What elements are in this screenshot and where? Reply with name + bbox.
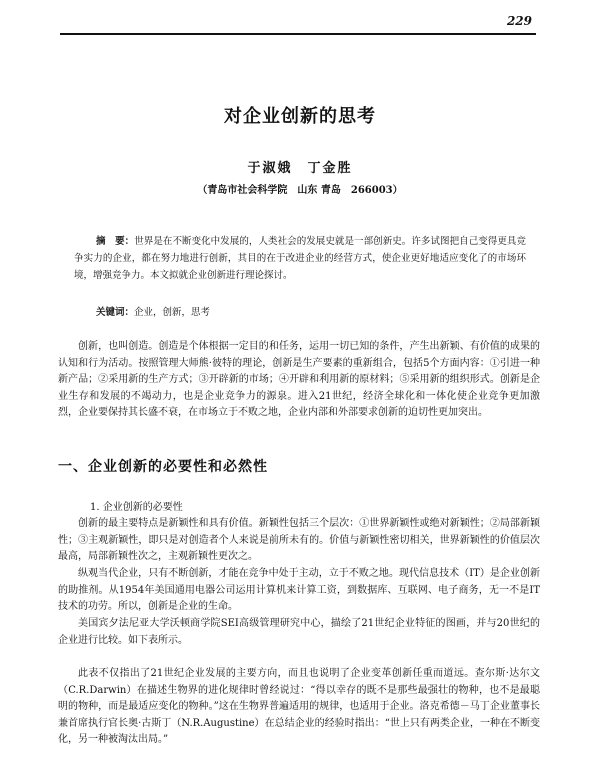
abstract-label: 摘 要： <box>96 236 135 247</box>
article-title: 对企业创新的思考 <box>224 106 376 127</box>
intro-paragraph: 创新，也叫创造。创造是个体根据一定目的和任务，运用一切已知的条件，产生出新颖、有价值的成果的认知和行为活动。按照管理大师熊·彼特的理论，创新是生产要素的重新组合，包括5个方面内容：①引进一种新产品；②采用新的生产方式；③开辟新的市场；④开辟和利用新的原材料；⑤采用新的组织形式。创新是企业生存和发展的不竭动力，也是企业竞争力的源泉。进入21世纪，经济全球化和一体化使企业竞争更加激烈，企业要保持其长盛不衰，在市场立于不败之地，企业内部和外部要求创新的迫切性更加突出。 <box>58 341 540 418</box>
body-paragraph: 纵观当代企业，只有不断创新，才能在竞争中处于主动，立于不败之地。现代信息技术（IT）是企业创新的助推剂。从1954年美国通用电器公司运用计算机来计算工资，到数据库、互联网、电子商务，无一不是IT技术的功劳。所以，创新是企业的生命。 <box>58 568 540 612</box>
keywords-label: 关键词： <box>96 307 135 318</box>
article-authors: 于淑娥 丁金胜 <box>247 161 353 176</box>
body-paragraph: 美国宾夕法尼亚大学沃顿商学院SEI高级管理研究中心，描绘了21世纪企业特征的图画，并与20世纪的企业进行比较。如下表所示。 <box>58 618 540 646</box>
abstract-text: 世界是在不断变化中发展的，人类社会的发展史就是一部创新史。许多试图把自己变得更具竞争实力的企业，都在努力地进行创新，其目的在于改进企业的经营方式，使企业更好地适应变化了的市场环境，增强竞争力。本文拟就企业创新进行理论探讨。 <box>74 236 526 281</box>
header-rule <box>60 33 536 35</box>
page-number: 229 <box>506 14 532 28</box>
keywords-text: 企业，创新，思考 <box>134 307 211 318</box>
body-paragraph: 此表不仅指出了21世纪企业发展的主要方向，而且也说明了企业变革创新任重而道远。查尔斯·达尔文（C.R.Darwin）在描述生物界的进化规律时曾经说过：“得以幸存的既不是那些最强壮的物种，也不是最聪明的物种，而是最适应变化的物种。”这在生物界普遍适用的规律，也适用于企业。洛克希德－马丁企业董事长兼首席执行官长奥·古斯丁（N.R.Augustine）在总结企业的经验时指出：“世上只有两类企业，一种在不断变化，另一种被淘汰出局。” <box>58 668 540 745</box>
section-heading: 一、企业创新的必要性和必然性 <box>58 459 268 475</box>
author-affiliation: （青岛市社会科学院 山东 青岛 266003） <box>197 185 403 196</box>
abstract <box>74 233 526 284</box>
keywords <box>96 304 210 321</box>
sub-heading: 1. 企业创新的必要性 <box>90 502 183 513</box>
body-paragraph: 创新的最主要特点是新颖性和具有价值。新颖性包括三个层次：①世界新颖性或绝对新颖性；②局部新颖性；③主观新颖性，即只是对创造者个人来说是前所未有的。价值与新颖性密切相关，世界新颖性的价值层次最高，局部新颖性次之，主观新颖性更次之。 <box>58 518 540 562</box>
